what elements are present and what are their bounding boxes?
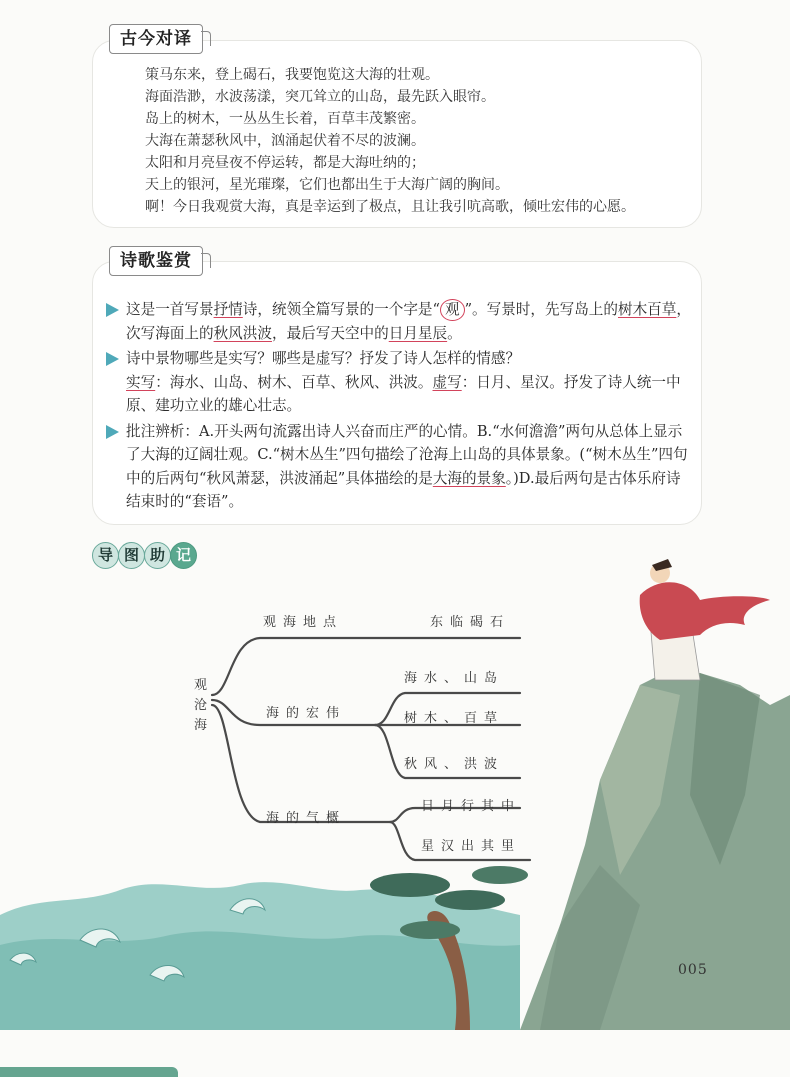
translation-title-tag: 古今对译 (109, 24, 203, 54)
appreciation-title-tag: 诗歌鉴赏 (109, 246, 203, 276)
underline-sky: 日月星辰 (388, 324, 448, 342)
mindmap-leaf-wind-waves: 秋风、洪波 (404, 757, 505, 772)
mindmap-leaf-location: 东临碣石 (430, 615, 511, 630)
mindmap-leaf-trees-grass: 树木、百草 (404, 711, 505, 726)
appreciation-text (104, 298, 694, 514)
translation-line: 岛上的树木，一丛丛生长着，百草丰茂繁密。 (145, 111, 425, 127)
badge-char: 导 (92, 542, 119, 569)
badge-char: 助 (144, 542, 171, 569)
badge-char: 记 (170, 542, 197, 569)
circled-key-char: 观 (440, 299, 465, 321)
page-number: 005 (678, 962, 708, 978)
appreciation-point-1: 这是一首写景抒情诗，统领全篇写景的一个字是“ 观 ”。写景时，先写岛上的树木百草，次写海面上的秋风洪波，最后写天空中的日月星辰。 (104, 298, 694, 345)
poet-figure (640, 559, 770, 680)
mindmap-branch-spirit: 海的气概 (266, 811, 347, 826)
mindmap-leaf-sea-island: 海水、山岛 (404, 671, 505, 686)
appreciation-point-3: 批注辨析：A.开头两句流露出诗人兴奋而庄严的心情。B.“水何澹澹”两句从总体上显示了大海的辽阔壮观。C.“树木丛生”四句描绘了沧海上山岛的具体景象。(“树木丛生”四句中的后两句“秋风萧瑟，洪波涌起”具体描绘的是大海的景象。)D.最后两句是古体乐府诗结束时的“套语”。 (104, 420, 694, 514)
translation-line: 海面浩渺，水波荡漾，突兀耸立的山岛，最先跃入眼帘。 (145, 89, 495, 105)
badge-char: 图 (118, 542, 145, 569)
mindmap-root: 观 沧 海 (194, 678, 208, 733)
underline-lyric: 抒情 (213, 301, 243, 318)
question-text: 诗中景物哪些是实写？哪些是虚写？抒发了诗人怎样的情感？ (126, 350, 521, 367)
translation-line: 太阳和月亮昼夜不停运转，都是大海吐纳的； (145, 155, 425, 171)
mindmap-leaf-sun-moon: 日月行其中 (421, 799, 522, 814)
label-real: 实写 (126, 373, 156, 391)
mindmap-leaf-milky-way: 星汉出其里 (421, 839, 522, 854)
mindmap-branch-location: 观海地点 (263, 615, 344, 630)
mindmap-branch-grandeur: 海的宏伟 (266, 706, 347, 721)
bottom-green-strip (0, 1067, 178, 1077)
triangle-bullet-icon (106, 303, 119, 317)
underline-trees: 树木百草 (617, 301, 677, 318)
translation-line: 大海在萧瑟秋风中，汹涌起伏着不尽的波澜。 (145, 133, 425, 149)
appreciation-point-2: 诗中景物哪些是实写？哪些是虚写？抒发了诗人怎样的情感？ 实写：海水、山岛、树木、百草、秋风、洪波。虚写：日月、星汉。抒发了诗人统一中原、建功立业的雄心壮志。 (104, 347, 694, 418)
bottom-bar (0, 1052, 790, 1077)
translation-line: 天上的银河，星光璀璨，它们也都出生于大海广阔的胸间。 (145, 177, 509, 193)
triangle-bullet-icon (106, 425, 119, 439)
translation-line: 策马东来，登上碣石，我要饱览这大海的壮观。 (145, 67, 439, 83)
translation-lines (145, 64, 635, 218)
underline-sea-scene: 大海的景象 (432, 469, 506, 487)
triangle-bullet-icon (106, 352, 119, 366)
label-virtual: 虚写 (432, 373, 462, 391)
underline-wind: 秋风洪波 (213, 324, 272, 342)
translation-line: 啊！今日我观赏大海，真是幸运到了极点，且让我引吭高歌，倾吐宏伟的心愿。 (145, 199, 635, 215)
